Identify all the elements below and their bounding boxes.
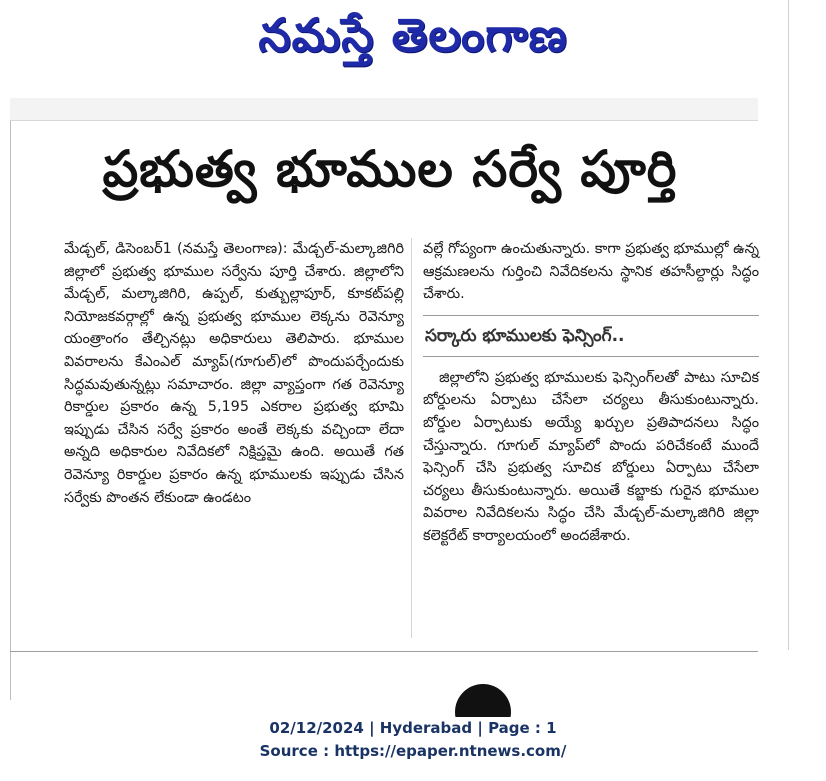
clipping-bottom-rule (10, 651, 758, 652)
article-column-left (64, 238, 404, 509)
masthead (0, 0, 826, 82)
column-divider (411, 238, 412, 638)
article-paragraph: జిల్లాలోని ప్రభుత్వ భూములకు ఫెన్సింగ్‌లతో పాటు సూచిక బోర్డులను ఏర్పాటు చేసేలా చర్యలు తీసుకుంటున్నారు. బోర్డుల ఏర్పాటుకు అయ్యే ఖర్చుల ప్రతిపాదనలు సిద్ధం చేస్తున్నారు. గూగుల్ మ్యాప్‌లో పొందు పరిచేకంటే ముందే ఫెన్సింగ్ చేసి ప్రభుత్వ సూచిక బోర్డులు ఏర్పాటు చేసేలా చర్యలు తీసుకుంటున్నారు. అయితే కబ్జాకు గురైన భూముల వివరాల నివేదికలను సిద్ధం చేసి మేడ్చల్-మల్కాజిగిరి జిల్లా కలెక్టరేట్ కార్యాలయంలో అందజేశారు. (423, 369, 759, 544)
article-subheading: సర్కారు భూములకు ఫెన్సింగ్.. (425, 325, 625, 346)
footer-date-page: 02/12/2024 | Hyderabad | Page : 1 (269, 719, 557, 737)
article-paragraph: మేడ్చల్, డిసెంబర్1 (నమస్తే తెలంగాణ): మేడ్చల్-మల్కాజిగిరి జిల్లాలో ప్రభుత్వ భూముల సర్వేను పూర్తి చేశారు. జిల్లాలోని మేడ్చల్, మల్కాజిగిరి, ఉప్పల్, కుత్బుల్లాపూర్, కూకట్‌పల్లి నియోజకవర్గాల్లో ఉన్న ప్రభుత్వ భూముల లెక్కను రెవెన్యూ యంత్రాంగం తేల్చినట్లు అధికారులు తెలిపారు. భూముల వివరాలను కేఎంఎల్ మ్యాప్(గూగుల్)లో పొందుపర్చేందుకు సిద్ధమవుతున్నట్లు సమాచారం. జిల్లా వ్యాప్తంగా గత రెవెన్యూ రికార్డుల ప్రకారం ఉన్న 5,195 ఎకరాల ప్రభుత్వ భూమి ఇప్పుడు చేసిన సర్వే ప్రకారం అంతే లెక్కకు వచ్చిందా లేదా అన్నది అధికారుల నివేదికలో నిక్షిప్తమై ఉంది. అయితే గత రెవెన్యూ రికార్డుల ప్రకారం ఉన్న భూములకు ఇప్పుడు చేసిన సర్వేకు పొంతన లేకుండా ఉండటం (64, 241, 404, 506)
article-column-right (423, 238, 759, 548)
subheading-rule-bottom (423, 356, 759, 357)
subheading-rule-top (423, 315, 759, 316)
newspaper-logo: నమస్తే తెలంగాణ (258, 8, 568, 62)
epaper-footer (0, 717, 826, 781)
clipping-top-strip (10, 98, 758, 121)
page-edge-rule (788, 0, 789, 650)
article-headline: ప్రభుత్వ భూముల సర్వే పూర్తి (102, 140, 678, 198)
footer-source: Source : https://epaper.ntnews.com/ (259, 742, 567, 760)
article-paragraph-continued: వల్లే గోప్యంగా ఉంచుతున్నారు. కాగా ప్రభుత్వ భూముల్లో ఉన్న ఆక్రమణలను గుర్తించి నివేదికలను స్థానిక తహసీల్దార్లు సిద్ధం చేశారు. (423, 241, 759, 303)
